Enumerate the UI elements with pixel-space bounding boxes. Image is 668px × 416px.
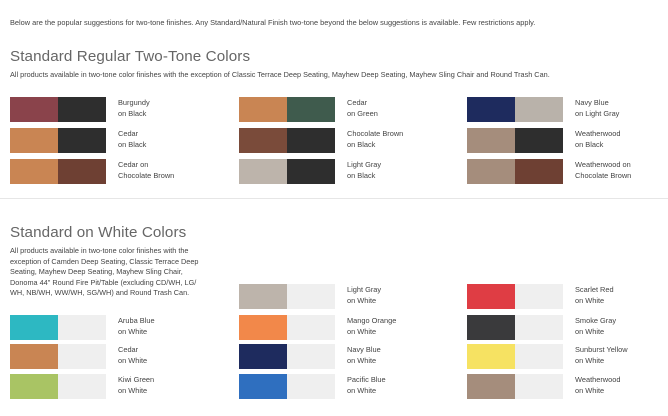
color-label: [118, 375, 154, 397]
regular-section-title: Standard Regular Two-Tone Colors: [10, 48, 251, 65]
swatch-secondary-color: [287, 374, 335, 399]
color-label-line2: on Black: [118, 139, 147, 149]
color-label-line2: on Black: [347, 139, 376, 149]
swatch-primary-color: [467, 97, 515, 122]
color-label-line1: Chocolate Brown: [347, 129, 404, 138]
color-swatch: [467, 159, 563, 184]
swatch-secondary-color: [58, 374, 106, 399]
white-section-title: Standard on White Colors: [10, 224, 187, 241]
swatch-secondary-color: [58, 97, 106, 122]
color-label: [575, 316, 616, 338]
white-subtitle-line: All products available in two-tone color finishes with the: [10, 246, 189, 255]
color-swatch: [467, 374, 563, 399]
swatch-secondary-color: [287, 315, 335, 340]
color-label-line2: on Green: [347, 108, 378, 118]
color-label: [118, 316, 155, 338]
section-divider: [0, 198, 668, 199]
swatch-primary-color: [10, 344, 58, 369]
color-swatch: [467, 128, 563, 153]
color-label-line2: Chocolate Brown: [118, 170, 175, 180]
swatch-primary-color: [239, 344, 287, 369]
swatch-secondary-color: [515, 315, 563, 340]
swatch-primary-color: [239, 374, 287, 399]
color-label: [575, 375, 620, 397]
color-label-line1: Cedar: [347, 98, 368, 107]
white-section-subtitle: [10, 246, 198, 299]
color-label: [347, 98, 378, 120]
color-label-line2: on Black: [347, 170, 376, 180]
color-label-line2: on White: [347, 295, 377, 305]
color-swatch: [10, 128, 106, 153]
white-subtitle-line: Seating, Mayhew Deep Seating, Mayhew Sling Chair,: [10, 267, 183, 277]
color-swatch: [239, 344, 335, 369]
swatch-primary-color: [10, 159, 58, 184]
swatch-secondary-color: [287, 159, 335, 184]
color-swatch: [10, 344, 106, 369]
color-label: [575, 285, 614, 307]
color-label-line2: on Black: [575, 139, 604, 149]
color-label-line2: on White: [575, 326, 605, 336]
swatch-secondary-color: [515, 284, 563, 309]
white-subtitle-line: exception of Camden Deep Seating, Classic Terrace Deep: [10, 256, 199, 266]
color-label: [347, 316, 396, 338]
swatch-primary-color: [467, 128, 515, 153]
color-label-line1: Light Gray: [347, 160, 382, 169]
swatch-primary-color: [239, 315, 287, 340]
swatch-primary-color: [10, 128, 58, 153]
swatch-primary-color: [10, 97, 58, 122]
color-label: [575, 160, 631, 182]
color-label: [347, 375, 386, 397]
color-label-line1: Navy Blue: [347, 345, 381, 354]
swatch-primary-color: [467, 344, 515, 369]
color-swatch: [239, 315, 335, 340]
color-label: [118, 160, 174, 182]
color-swatch: [239, 284, 335, 309]
swatch-primary-color: [467, 159, 515, 184]
swatch-secondary-color: [58, 159, 106, 184]
swatch-secondary-color: [58, 315, 106, 340]
swatch-primary-color: [239, 97, 287, 122]
color-label: [347, 160, 381, 182]
color-label-line1: Scarlet Red: [575, 285, 614, 294]
color-swatch: [467, 97, 563, 122]
regular-section-subtitle: All products available in two-tone color finishes with the exception of Classic Terrace Deep Seating, Mayhew Deep Seating, Mayhew Sling Chair and Round Trash Can.: [10, 70, 550, 79]
color-label: [118, 98, 150, 120]
color-label-line1: Sunburst Yellow: [575, 345, 628, 354]
color-label-line2: on Light Gray: [575, 108, 620, 118]
color-label-line2: Chocolate Brown: [575, 170, 632, 180]
color-swatch: [467, 315, 563, 340]
color-swatch: [467, 284, 563, 309]
swatch-secondary-color: [287, 284, 335, 309]
color-label: [118, 345, 147, 367]
color-label-line2: on White: [575, 295, 605, 305]
color-label-line2: on White: [118, 385, 148, 395]
swatch-primary-color: [10, 315, 58, 340]
color-label-line1: Navy Blue: [575, 98, 609, 107]
color-label-line2: on White: [575, 385, 605, 395]
color-label-line1: Mango Orange: [347, 316, 397, 325]
white-subtitle-line: WH, NB/WH, WW/WH, SG/WH) and Round Trash Can.: [10, 288, 190, 298]
swatch-primary-color: [467, 315, 515, 340]
color-label-line2: on White: [347, 355, 377, 365]
color-swatch: [10, 315, 106, 340]
color-swatch: [10, 97, 106, 122]
color-label-line2: on White: [575, 355, 605, 365]
color-label-line1: Weatherwood: [575, 375, 621, 384]
swatch-secondary-color: [287, 97, 335, 122]
color-swatch: [239, 374, 335, 399]
color-label: [347, 129, 403, 151]
color-label-line1: Light Gray: [347, 285, 382, 294]
color-label-line1: Cedar on: [118, 160, 149, 169]
swatch-secondary-color: [515, 159, 563, 184]
color-swatch: [239, 97, 335, 122]
color-label: [575, 345, 628, 367]
color-label-line2: on White: [347, 385, 377, 395]
color-swatch: [239, 159, 335, 184]
swatch-secondary-color: [515, 344, 563, 369]
swatch-secondary-color: [515, 128, 563, 153]
swatch-secondary-color: [58, 344, 106, 369]
swatch-primary-color: [10, 374, 58, 399]
swatch-secondary-color: [287, 128, 335, 153]
color-label-line1: Kiwi Green: [118, 375, 155, 384]
color-label-line1: Cedar: [118, 345, 139, 354]
swatch-primary-color: [467, 374, 515, 399]
swatch-secondary-color: [515, 97, 563, 122]
color-label-line1: Pacific Blue: [347, 375, 386, 384]
color-label-line1: Burgundy: [118, 98, 150, 107]
color-label: [118, 129, 146, 151]
color-label: [575, 98, 619, 120]
color-label-line2: on White: [118, 355, 148, 365]
color-label-line1: Cedar: [118, 129, 139, 138]
color-label-line1: Smoke Gray: [575, 316, 617, 325]
swatch-secondary-color: [287, 344, 335, 369]
color-label-line1: Weatherwood: [575, 129, 621, 138]
white-subtitle-line: Donoma 44" Round Fire Pit/Table (excluding CD/WH, LG/: [10, 277, 197, 287]
swatch-primary-color: [467, 284, 515, 309]
color-label: [575, 129, 620, 151]
color-label-line2: on Black: [118, 108, 147, 118]
color-label-line2: on White: [347, 326, 377, 336]
swatch-primary-color: [239, 159, 287, 184]
color-label-line1: Aruba Blue: [118, 316, 155, 325]
swatch-secondary-color: [58, 128, 106, 153]
color-label: [347, 285, 381, 307]
swatch-primary-color: [239, 284, 287, 309]
swatch-primary-color: [239, 128, 287, 153]
color-swatch: [467, 344, 563, 369]
color-swatch: [239, 128, 335, 153]
color-label-line1: Weatherwood on: [575, 160, 631, 169]
intro-text: Below are the popular suggestions for two-tone finishes. Any Standard/Natural Finish two-tone beyond the below suggestions is available. Few restrictions apply.: [10, 18, 536, 27]
color-label: [347, 345, 381, 367]
color-swatch: [10, 159, 106, 184]
color-label-line2: on White: [118, 326, 148, 336]
color-swatch: [10, 374, 106, 399]
swatch-secondary-color: [515, 374, 563, 399]
